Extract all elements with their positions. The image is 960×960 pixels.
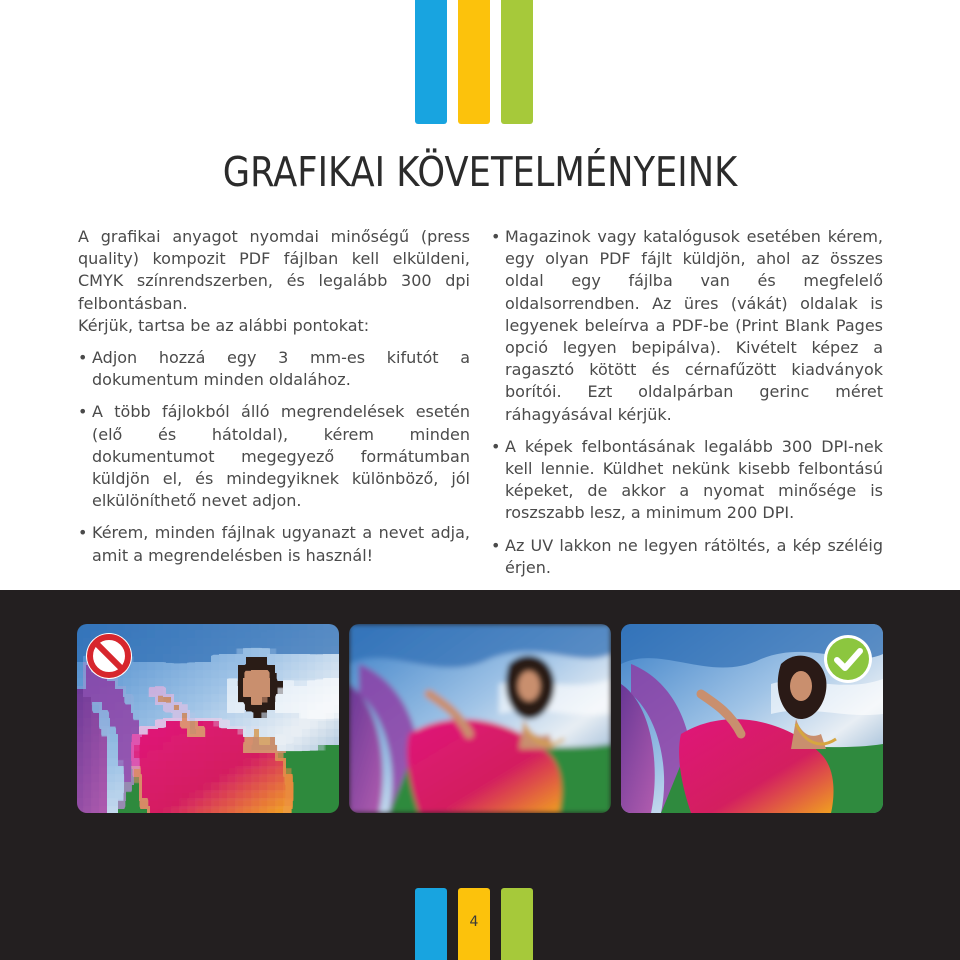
lead-paragraph: Kérjük, tartsa be az alábbi pontokat:: [78, 315, 370, 335]
intro-paragraph: A grafikai anyagot nyomdai minőségű (press quality) kompozit PDF fájlban kell elküldeni, CMYK színrendszerben, és legalább 300 dpi felbontásban.: [78, 227, 470, 313]
list-item: • Az UV lakkon ne legyen rátöltés, a kép széléig érjen.: [491, 535, 883, 579]
yellow-bar: [458, 0, 490, 124]
green-bar: [501, 0, 533, 124]
page-number: 4: [469, 914, 479, 930]
blurred-photo: [349, 624, 611, 813]
list-item: • Magazinok vagy katalógusok esetében kérem, egy olyan PDF fájlt küldjön, ahol az összes oldal egy fájlba van és megfelelő oldalsorrendben. Az üres (vákát) oldalak is legyenek beleírva a PDF-be (Print Blank Pages opció legyen bepipálva). Kivételt képez a ragasztó kötött és cérnafűzött kiadványok borítói. Ezt oldalpárban gerinc méret ráhagyásával kérjük.: [491, 226, 883, 426]
left-column: [78, 226, 470, 567]
list-item: • A több fájlokból álló megrendelések esetén (elő és hátoldal), kérem minden dokumentumot megegyező formátumban küldjön el, és mindegyiknek különböző, jól elkülöníthető nevet adjon.: [78, 401, 470, 512]
no-entry-icon: [84, 631, 134, 681]
list-item: • A képek felbontásának legalább 300 DPI-nek kell lennie. Küldhet nekünk kisebb felbontású képeket, de akkor a nyomat minősége is roszszabb lesz, a minimum 200 DPI.: [491, 436, 883, 525]
list-item: • Adjon hozzá egy 3 mm-es kifutót a dokumentum minden oldalához.: [78, 347, 470, 391]
green-bar: [501, 888, 533, 960]
page-title: GRAFIKAI KÖVETELMÉNYEINK: [222, 148, 738, 196]
cyan-bar: [415, 888, 447, 960]
list-item: • Kérem, minden fájlnak ugyanazt a nevet adja, amit a megrendelésben is használ!: [78, 522, 470, 566]
cyan-bar: [415, 0, 447, 124]
top-color-bars: [415, 0, 535, 124]
check-icon: [823, 634, 873, 684]
right-column: [491, 226, 883, 589]
